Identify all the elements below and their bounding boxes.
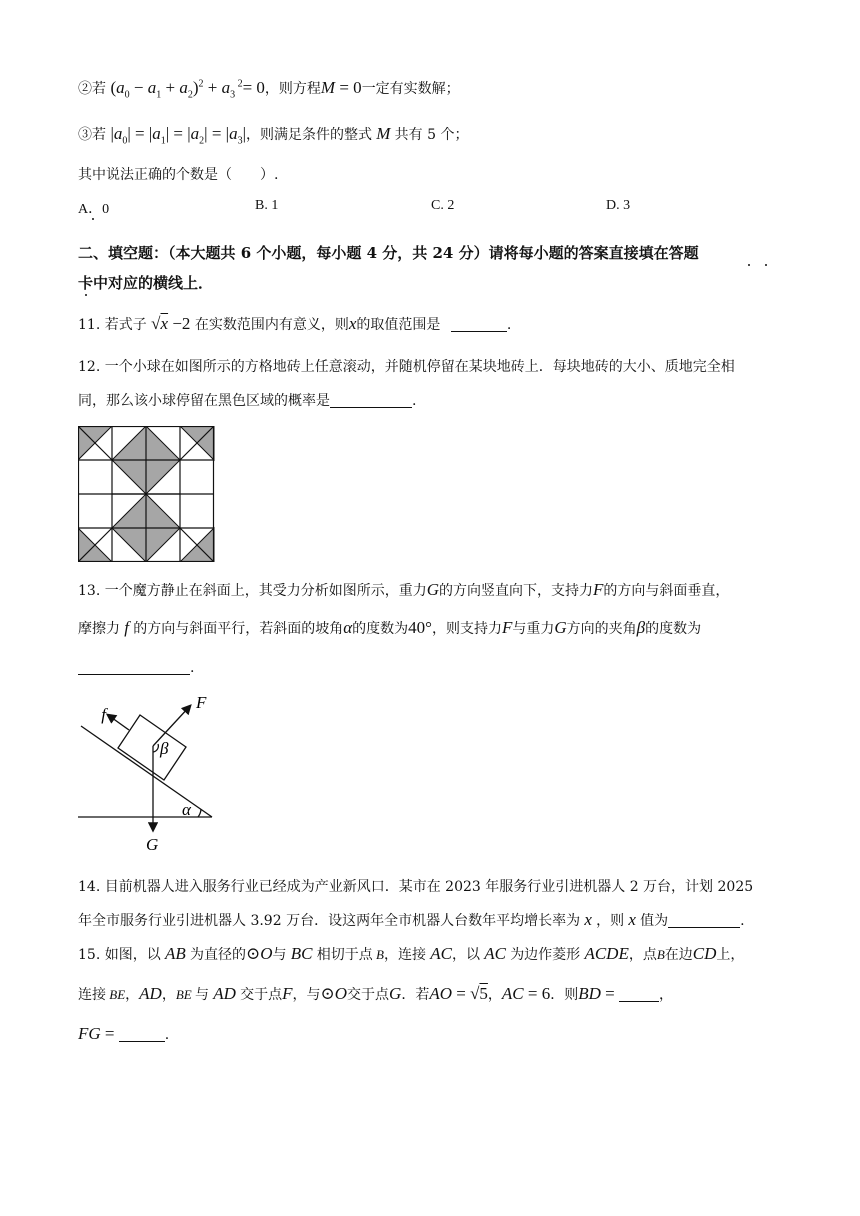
question-14-line2: 年全市服务行业引进机器人 3.92 万台．设这两年全市机器人台数年平均增长率为 x ，则 x 值为 . — [78, 910, 745, 929]
question-prompt: 其中说法正确的个数是（ ）. — [78, 167, 279, 183]
answer-blank — [668, 913, 740, 928]
label-beta: β — [160, 739, 169, 758]
force-diagram-figure — [78, 688, 228, 856]
option-d: D. 3 — [606, 198, 631, 213]
question-15-line2: 连接 BE，AD，BE 与 AD 交于点F，与⊙O交于点G．若AO = √5，AC = 6．则BD = ， — [78, 984, 674, 1003]
answer-blank — [78, 660, 190, 675]
label-F: F — [196, 693, 207, 712]
option-a: A．0 — [78, 202, 110, 217]
answer-blank — [451, 317, 507, 332]
question-12-line1: 12. 一个小球在如图所示的方格地砖上任意滚动，并随机停留在某块地砖上．每块地砖的大小、质地完全相 — [78, 359, 735, 375]
emphasis-dot — [765, 264, 767, 266]
label-G: G — [146, 835, 159, 854]
answer-blank — [619, 987, 659, 1002]
section-header-line2: 卡中对应的横线上． — [78, 274, 214, 292]
emphasis-dot — [85, 294, 87, 296]
question-15-line1: 15. 如图，以 AB 为直径的⊙O与 BC 相切于点 B，连接 AC，以 AC 为边作菱形 ACDE，点B在边CD上， — [78, 944, 745, 963]
label-f: f — [101, 705, 106, 724]
question-13-line3: . — [78, 660, 194, 676]
question-15-line3: FG = . — [78, 1024, 170, 1043]
question-14-line1: 14. 目前机器人进入服务行业已经成为产业新风口．某市在 2023 年服务行业引进机器人 2 万台，计划 2025 — [78, 879, 754, 895]
equation-3: $|a_0| = |a_1| = |a_2| = |a_3|$ — [110, 124, 246, 147]
answer-blank — [119, 1027, 165, 1042]
answer-blank — [330, 393, 412, 408]
option-b: B. 1 — [255, 198, 279, 213]
section-header-line1: 二、填空题：（本大题共 6 个小题，每小题 4 分，共 24 分）请将每小题的答案直接填在答题 — [78, 244, 699, 262]
emphasis-dot — [92, 218, 94, 220]
alpha-arc — [198, 809, 201, 817]
question-11: 11. 若式子 √x −2 在实数范围内有意义，则x的取值范围是 . — [78, 314, 512, 333]
question-12-line2: 同，那么该小球停留在黑色区域的概率是 . — [78, 393, 417, 409]
tile-grid-figure — [78, 426, 216, 562]
cube-block — [118, 715, 186, 780]
sqrt-expression: √x −2 — [151, 314, 191, 333]
question-13-line2: 摩擦力 f 的方向与斜面平行，若斜面的坡角α的度数为40°，则支持力F与重力G方向的夹角β的度数为 — [78, 618, 702, 637]
question-13-line1: 13. 一个魔方静止在斜面上，其受力分析如图所示，重力G的方向竖直向下，支持力F的方向与斜面垂直， — [78, 580, 730, 599]
emphasis-dot — [748, 264, 750, 266]
label-alpha: α — [182, 800, 191, 819]
statement-2: ②若 $(a_0 - a_1 + a_2)^2 + a_3$ $^2$= 0，则方程M = 0一定有实数解； — [78, 78, 460, 101]
option-c: C. 2 — [431, 198, 455, 213]
statement-3: ③若 $|a_0| = |a_1| = |a_2| = |a_3|$，则满足条件的整式 M 共有 5 个； — [78, 124, 469, 147]
friction-arrow — [108, 715, 129, 730]
equation-2: $(a_0 - a_1 + a_2)^2 + a_3$ $^2$= 0 — [110, 78, 265, 101]
